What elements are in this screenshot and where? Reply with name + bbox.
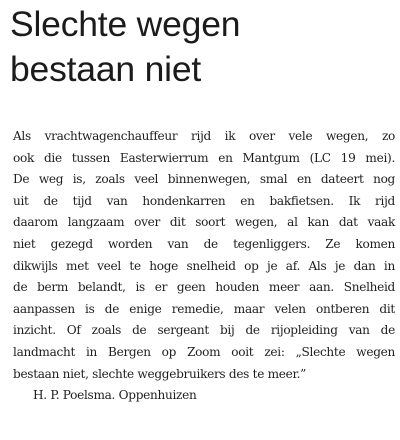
author-signature: H. P. Poelsma. Oppenhuizen [33,388,197,403]
body-line: Als vrachtwagenchauffeur rijd ik over vele wegen, zo [13,129,395,143]
body-line: bestaan niet, slechte weggebruikers des te meer.” [13,366,307,381]
body-line: aanpassen is de enige remedie, maar velen ontberen dit [13,301,395,316]
body-line: daarom langzaam over dit soort wegen, al kan dat vaak [13,215,395,230]
letter-body [13,126,395,407]
body-line: niet gezegd worden van de tegenliggers. Ze komen [13,236,395,251]
headline-line: Slechte wegen [10,4,241,44]
body-line: ook die tussen Easterwierrum en Mantgum (LC 19 mei). [13,150,395,165]
body-line: de berm belandt, is er geen houden meer aan. Snelheid [13,280,395,295]
body-line: landmacht in Bergen op Zoom ooit zei: „Slechte wegen [13,344,395,359]
headline [10,2,240,92]
headline-line: bestaan niet [10,49,202,89]
body-line: De weg is, zoals veel binnenwegen, smal en dateert nog [13,172,395,187]
body-line: dikwijls met veel te hoge snelheid op je af. Als je dan in [13,258,395,273]
body-line: inzicht. Of zoals de sergeant bij de rijopleiding van de [13,323,395,338]
body-line: uit de tijd van hondenkarren en bakfietsen. Ik rijd [13,193,395,208]
